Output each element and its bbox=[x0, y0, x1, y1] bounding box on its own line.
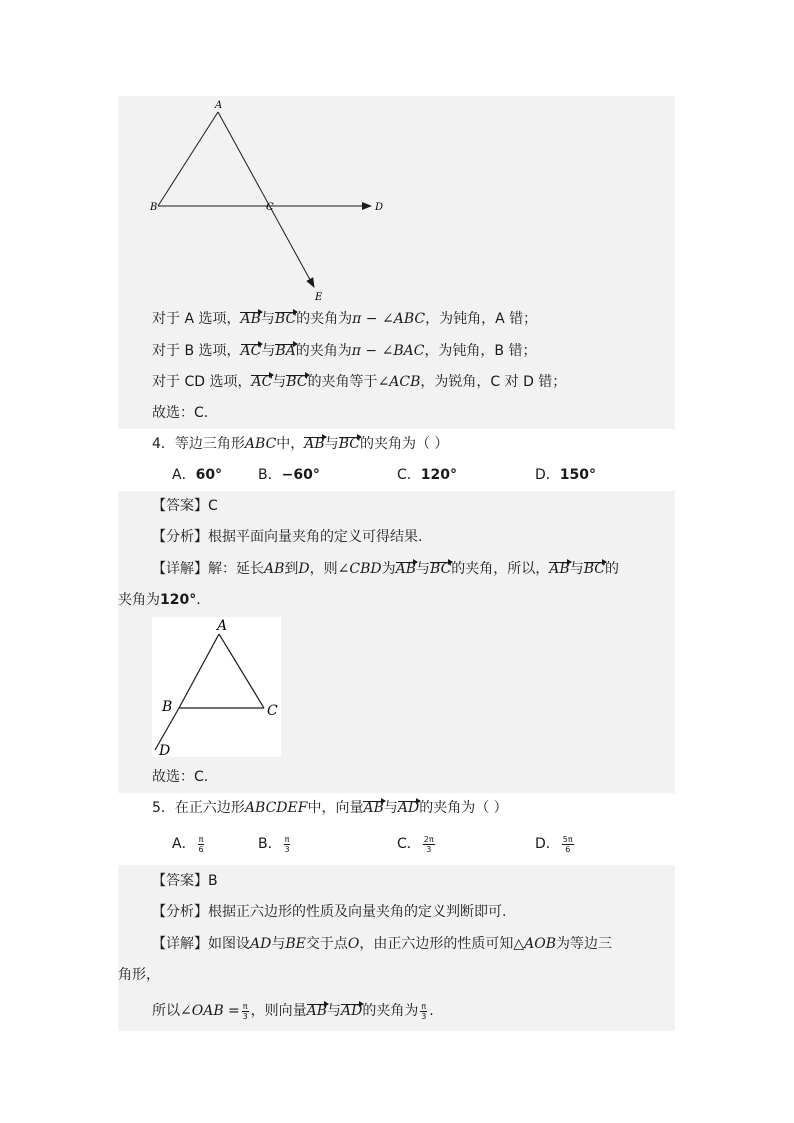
detail-q5-cont: 角形， bbox=[118, 967, 160, 983]
segment-ac bbox=[219, 634, 264, 708]
option-d[interactable]: D． $\frac{5\pi}{6}$ bbox=[535, 834, 573, 854]
label-a: A bbox=[215, 100, 223, 111]
answer-q5: 【答案】B bbox=[152, 873, 218, 889]
label-d: D bbox=[159, 743, 171, 757]
solution-pick-q3: 故选：C. bbox=[152, 405, 209, 421]
geometry-figure-2 bbox=[152, 617, 281, 757]
question-4-options bbox=[118, 460, 675, 491]
question-4-stem: 4．等边三角形ABC中，AB与BC的夹角为（ ） bbox=[152, 436, 449, 452]
option-b[interactable]: B． $\frac{\pi}{3}$ bbox=[258, 834, 290, 854]
question-5-options bbox=[118, 829, 675, 860]
solution-line-cd: 对于 CD 选项，AC与BC的夹角等于∠ACB，为锐角，C 对 D 错； bbox=[152, 374, 567, 390]
label-d: D bbox=[375, 202, 384, 213]
solution-pick-q4: 故选：C. bbox=[152, 769, 209, 785]
segment-ab bbox=[179, 634, 219, 708]
option-d[interactable]: D．150° bbox=[535, 467, 597, 483]
option-c[interactable]: C． $\frac{2\pi}{3}$ bbox=[397, 834, 434, 854]
question-5-stem: 5．在正六边形ABCDEF中，向量AB与AD的夹角为（ ） bbox=[152, 800, 508, 816]
solution-line-b: 对于 B 选项，AC与BA的夹角为π − ∠BAC，为钝角，B 错； bbox=[152, 343, 537, 359]
detail-q5-line3: 所以∠OAB = $\frac{\pi}{3}$ ，则向量AB与AD的夹角为 $\frac{\pi}{3}$ . bbox=[152, 1001, 434, 1021]
analysis-q4: 【分析】根据平面向量夹角的定义可得结果. bbox=[152, 529, 423, 545]
solution-line-a: 对于 A 选项，AB与BC的夹角为π − ∠ABC，为钝角，A 错； bbox=[152, 311, 538, 327]
ray-ae bbox=[218, 112, 314, 287]
label-b: B bbox=[162, 699, 173, 715]
label-e: E bbox=[315, 292, 323, 303]
detail-q4: 【详解】解：延长AB到D，则∠CBD为AB与BC的夹角，所以，AB与BC的 bbox=[152, 561, 619, 577]
option-c[interactable]: C．120° bbox=[397, 467, 458, 483]
geometry-figure-1 bbox=[140, 96, 400, 306]
option-a[interactable]: A． $\frac{\pi}{6}$ bbox=[172, 834, 204, 854]
segment-ab bbox=[158, 112, 218, 206]
option-a[interactable]: A．60° bbox=[172, 467, 223, 483]
label-c: C bbox=[267, 703, 278, 719]
detail-q4-cont: 夹角为120°. bbox=[118, 592, 201, 608]
option-b[interactable]: B．−60° bbox=[258, 467, 320, 483]
detail-q5: 【详解】如图设AD与BE交于点O，由正六边形的性质可知△AOB为等边三 bbox=[152, 936, 612, 952]
label-a: A bbox=[217, 618, 228, 634]
label-c: C bbox=[266, 202, 274, 213]
answer-q4: 【答案】C bbox=[152, 498, 218, 514]
label-b: B bbox=[150, 202, 158, 213]
analysis-q5: 【分析】根据正六边形的性质及向量夹角的定义判断即可. bbox=[152, 904, 507, 920]
